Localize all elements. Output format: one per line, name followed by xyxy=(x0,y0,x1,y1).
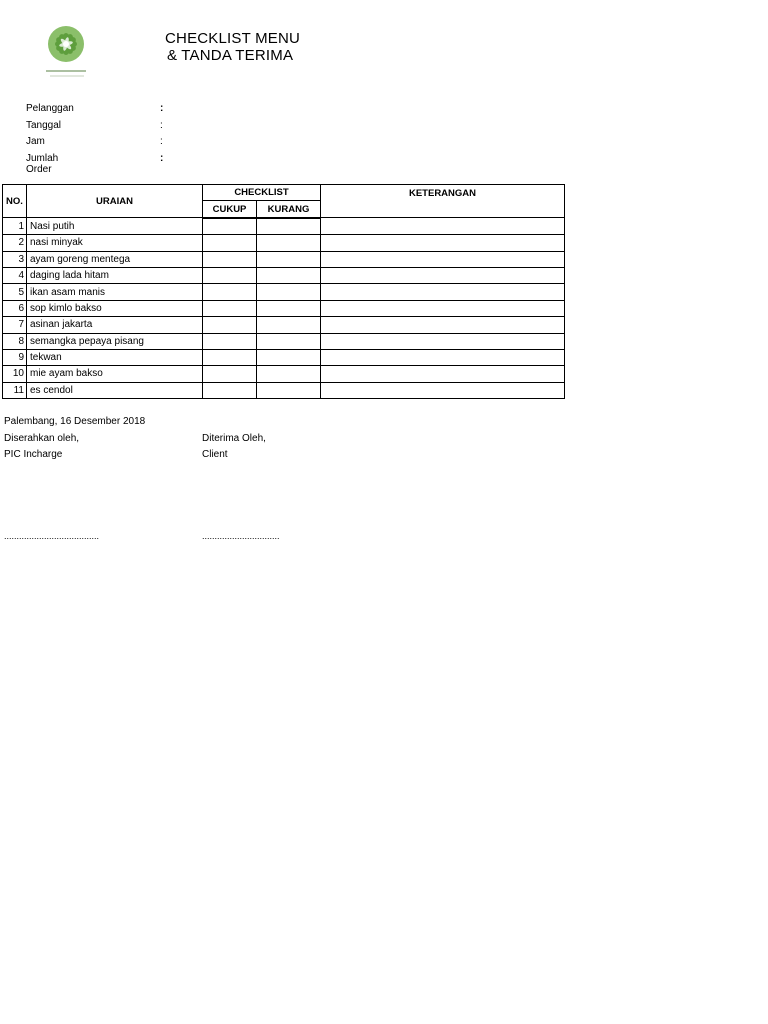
kurang-cell[interactable] xyxy=(257,267,321,283)
table-row xyxy=(3,251,565,267)
keterangan-cell[interactable] xyxy=(321,333,565,349)
kurang-cell[interactable] xyxy=(257,382,321,398)
info-label: Tanggal xyxy=(26,119,62,131)
signature-line-left: ...................................... xyxy=(4,531,100,541)
keterangan-cell[interactable] xyxy=(321,235,565,251)
info-colon: : xyxy=(160,103,164,114)
header-cukup: CUKUP xyxy=(203,201,257,218)
company-logo-icon xyxy=(40,24,92,82)
kurang-cell[interactable] xyxy=(257,366,321,382)
kurang-cell[interactable] xyxy=(257,251,321,267)
cukup-cell[interactable] xyxy=(203,267,257,283)
table-row xyxy=(3,235,565,251)
info-colon: : xyxy=(160,119,163,131)
cukup-cell[interactable] xyxy=(203,366,257,382)
received-by-label: Diterima Oleh, xyxy=(202,433,266,444)
table-row xyxy=(3,300,565,316)
menu-item: sop kimlo bakso xyxy=(27,300,203,316)
row-number: 4 xyxy=(3,267,27,283)
menu-item: es cendol xyxy=(27,382,203,398)
row-number: 5 xyxy=(3,284,27,300)
kurang-cell[interactable] xyxy=(257,333,321,349)
header-checklist: CHECKLIST xyxy=(203,185,321,201)
menu-item: Nasi putih xyxy=(27,218,203,235)
received-by-role: Client xyxy=(202,449,228,460)
table-row xyxy=(3,366,565,382)
cukup-cell[interactable] xyxy=(203,333,257,349)
keterangan-cell[interactable] xyxy=(321,218,565,235)
info-label: Pelanggan xyxy=(26,103,74,114)
cukup-cell[interactable] xyxy=(203,349,257,365)
row-number: 10 xyxy=(3,366,27,382)
info-colon: : xyxy=(160,152,164,164)
title-line-2: & TANDA TERIMA xyxy=(167,47,294,64)
row-number: 9 xyxy=(3,349,27,365)
handed-by-label: Diserahkan oleh, xyxy=(4,433,80,444)
table-row xyxy=(3,267,565,283)
keterangan-cell[interactable] xyxy=(321,267,565,283)
kurang-cell[interactable] xyxy=(257,284,321,300)
kurang-cell[interactable] xyxy=(257,317,321,333)
info-label: Jumlah Order xyxy=(26,152,59,175)
header-no: NO. xyxy=(3,185,27,218)
table-row xyxy=(3,284,565,300)
cukup-cell[interactable] xyxy=(203,235,257,251)
table-row xyxy=(3,349,565,365)
row-number: 7 xyxy=(3,317,27,333)
kurang-cell[interactable] xyxy=(257,218,321,235)
info-colon: : xyxy=(160,136,163,147)
kurang-cell[interactable] xyxy=(257,349,321,365)
menu-item: semangka pepaya pisang xyxy=(27,333,203,349)
menu-item: ikan asam manis xyxy=(27,284,203,300)
menu-item: asinan jakarta xyxy=(27,317,203,333)
info-label: Jam xyxy=(26,136,45,147)
row-number: 3 xyxy=(3,251,27,267)
cukup-cell[interactable] xyxy=(203,218,257,235)
keterangan-cell[interactable] xyxy=(321,366,565,382)
header-uraian: URAIAN xyxy=(27,185,203,218)
header-keterangan: KETERANGAN xyxy=(321,185,565,218)
cukup-cell[interactable] xyxy=(203,251,257,267)
row-number: 8 xyxy=(3,333,27,349)
menu-item: mie ayam bakso xyxy=(27,366,203,382)
header-kurang: KURANG xyxy=(257,201,321,218)
table-row xyxy=(3,333,565,349)
menu-item: daging lada hitam xyxy=(27,267,203,283)
keterangan-cell[interactable] xyxy=(321,284,565,300)
keterangan-cell[interactable] xyxy=(321,300,565,316)
table-row xyxy=(3,218,565,235)
handed-by-role: PIC Incharge xyxy=(4,449,63,460)
cukup-cell[interactable] xyxy=(203,382,257,398)
cukup-cell[interactable] xyxy=(203,284,257,300)
table-row xyxy=(3,317,565,333)
table-row xyxy=(3,382,565,398)
keterangan-cell[interactable] xyxy=(321,251,565,267)
kurang-cell[interactable] xyxy=(257,235,321,251)
keterangan-cell[interactable] xyxy=(321,317,565,333)
title-line-1: CHECKLIST MENU xyxy=(165,30,301,47)
menu-item: ayam goreng mentega xyxy=(27,251,203,267)
kurang-cell[interactable] xyxy=(257,300,321,316)
keterangan-cell[interactable] xyxy=(321,349,565,365)
place-date: Palembang, 16 Desember 2018 xyxy=(4,416,146,427)
cukup-cell[interactable] xyxy=(203,300,257,316)
signature-line-right: ............................... xyxy=(202,531,280,541)
keterangan-cell[interactable] xyxy=(321,382,565,398)
menu-item: tekwan xyxy=(27,349,203,365)
row-number: 11 xyxy=(3,382,27,398)
document-title xyxy=(165,30,300,64)
menu-item: nasi minyak xyxy=(27,235,203,251)
cukup-cell[interactable] xyxy=(203,317,257,333)
row-number: 2 xyxy=(3,235,27,251)
row-number: 6 xyxy=(3,300,27,316)
checklist-table xyxy=(2,184,565,399)
row-number: 1 xyxy=(3,218,27,235)
